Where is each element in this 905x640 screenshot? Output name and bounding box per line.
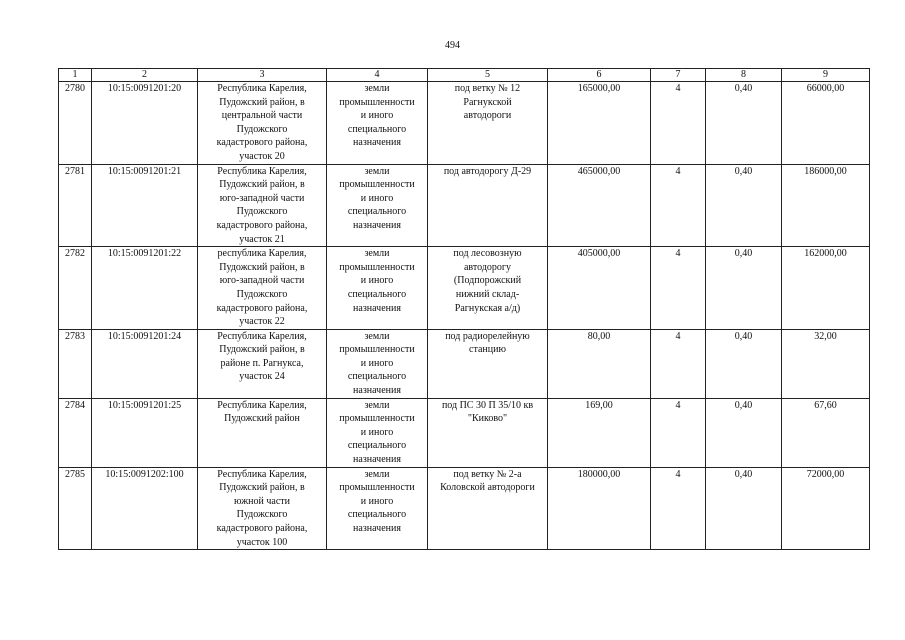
column-8-cell: 0,40 xyxy=(706,164,782,247)
land-category-cell xyxy=(327,329,428,398)
column-header: 6 xyxy=(548,69,651,82)
land-category-cell xyxy=(327,164,428,247)
cell-line: Пудожский район, в xyxy=(219,179,305,191)
cell-line: Пудожского xyxy=(236,123,288,135)
area-cell: 465000,00 xyxy=(548,164,651,247)
cell-line: Республика Карелия, xyxy=(217,468,307,480)
cell-line: южной части xyxy=(234,495,290,507)
cell-line: назначения xyxy=(353,454,401,466)
cell-line: кадастрового района, xyxy=(216,302,308,314)
cell-line: промышленности xyxy=(339,344,415,356)
cell-line: и иного xyxy=(360,192,394,204)
location-cell xyxy=(198,82,327,165)
area-cell: 405000,00 xyxy=(548,247,651,330)
cell-line: Рагнукская а/д) xyxy=(454,302,521,314)
cell-line: участок 22 xyxy=(239,316,285,328)
land-category-cell xyxy=(327,467,428,550)
cell-line: кадастрового района, xyxy=(216,523,308,534)
record-number-cell: 2781 xyxy=(59,164,92,247)
column-9-cell: 162000,00 xyxy=(782,247,870,330)
cadastral-number-cell: 10:15:0091201:25 xyxy=(92,398,198,467)
column-8-cell: 0,40 xyxy=(706,398,782,467)
land-category-cell xyxy=(327,398,428,467)
cell-line: Республика Карелия, xyxy=(217,330,307,342)
column-header: 1 xyxy=(59,69,92,82)
column-header: 4 xyxy=(327,69,428,82)
cell-line: станцию xyxy=(469,344,506,356)
cell-line: специального xyxy=(347,509,407,521)
column-header: 5 xyxy=(428,69,548,82)
column-7-cell: 4 xyxy=(651,398,706,467)
cell-line: и иного xyxy=(360,426,394,438)
cadastral-number-cell: 10:15:0091202:100 xyxy=(92,467,198,550)
cell-line: промышленности xyxy=(339,179,415,191)
permitted-use-cell xyxy=(428,82,548,165)
cell-line: под ветку № 12 xyxy=(454,83,521,94)
area-cell: 80,00 xyxy=(548,329,651,398)
cell-line: юго-западной части xyxy=(219,275,305,287)
cell-line: Республика Карелия, xyxy=(217,165,307,177)
location-cell xyxy=(198,398,327,467)
cell-line: Пудожский район, в xyxy=(219,96,305,108)
cell-line: Республика Карелия, xyxy=(217,83,307,94)
cell-line: назначения xyxy=(353,523,401,534)
cell-line: и иного xyxy=(360,110,394,122)
cell-line: Республика Карелия, xyxy=(217,399,307,411)
cell-line: назначения xyxy=(353,302,401,314)
table-row xyxy=(59,467,870,550)
cell-line: кадастрового района, xyxy=(216,137,308,149)
cell-line: земли xyxy=(364,248,390,260)
cell-line: Пудожский район, в xyxy=(219,344,305,356)
column-8-cell: 0,40 xyxy=(706,329,782,398)
permitted-use-cell xyxy=(428,329,548,398)
cell-line: специального xyxy=(347,371,407,383)
column-9-cell: 67,60 xyxy=(782,398,870,467)
cell-line: промышленности xyxy=(339,413,415,425)
cell-line: участок 100 xyxy=(236,536,288,548)
record-number-cell: 2780 xyxy=(59,82,92,165)
cell-line: земли xyxy=(364,468,390,480)
cell-line: автодороги xyxy=(463,110,512,122)
page-number: 494 xyxy=(445,40,460,51)
column-header: 7 xyxy=(651,69,706,82)
cell-line: Пудожского xyxy=(236,288,288,300)
column-8-cell: 0,40 xyxy=(706,247,782,330)
cell-line: Рагнукской xyxy=(463,96,512,108)
table-row xyxy=(59,247,870,330)
column-8-cell: 0,40 xyxy=(706,467,782,550)
land-category-cell xyxy=(327,247,428,330)
location-cell xyxy=(198,164,327,247)
column-header: 8 xyxy=(706,69,782,82)
column-header: 3 xyxy=(198,69,327,82)
permitted-use-cell xyxy=(428,247,548,330)
table-row xyxy=(59,82,870,165)
column-9-cell: 72000,00 xyxy=(782,467,870,550)
record-number-cell: 2783 xyxy=(59,329,92,398)
cell-line: под ветку № 2-а xyxy=(453,468,522,480)
record-number-cell: 2782 xyxy=(59,247,92,330)
column-header: 2 xyxy=(92,69,198,82)
permitted-use-cell xyxy=(428,398,548,467)
cell-line: промышленности xyxy=(339,482,415,494)
area-cell: 169,00 xyxy=(548,398,651,467)
cell-line: Пудожского xyxy=(236,509,288,521)
cell-line: автодорогу xyxy=(463,261,512,273)
cell-line: под ПС 30 П 35/10 кв xyxy=(441,399,534,411)
cell-line: земли xyxy=(364,399,390,411)
cell-line: и иного xyxy=(360,495,394,507)
column-9-cell: 186000,00 xyxy=(782,164,870,247)
column-7-cell: 4 xyxy=(651,329,706,398)
cell-line: под автодорогу Д-29 xyxy=(443,165,532,177)
cell-line: специального xyxy=(347,288,407,300)
location-cell xyxy=(198,329,327,398)
cell-line: земли xyxy=(364,83,390,94)
land-category-cell xyxy=(327,82,428,165)
permitted-use-cell xyxy=(428,164,548,247)
column-7-cell: 4 xyxy=(651,467,706,550)
column-9-cell: 32,00 xyxy=(782,329,870,398)
cell-line: под радиорелейную xyxy=(445,330,530,342)
column-7-cell: 4 xyxy=(651,82,706,165)
cell-line: земли xyxy=(364,330,390,342)
cell-line: районе п. Рагнукса, xyxy=(220,357,304,369)
cell-line: Коловской автодороги xyxy=(440,482,535,494)
cell-line: специального xyxy=(347,123,407,135)
cell-line: и иного xyxy=(360,275,394,287)
header-row xyxy=(59,69,870,82)
column-7-cell: 4 xyxy=(651,164,706,247)
cell-line: специального xyxy=(347,440,407,452)
cell-line: Пудожский район xyxy=(224,413,300,425)
cell-line: "Киково" xyxy=(467,413,508,425)
table-row xyxy=(59,398,870,467)
column-header: 9 xyxy=(782,69,870,82)
cell-line: специального xyxy=(347,206,407,218)
cell-line: назначения xyxy=(353,385,401,397)
cell-line: Пудожский район, в xyxy=(219,261,305,273)
cell-line: кадастрового района, xyxy=(216,219,308,231)
cell-line: Пудожский район, в xyxy=(219,482,305,494)
cell-line: промышленности xyxy=(339,261,415,273)
cell-line: участок 20 xyxy=(239,150,285,162)
cell-line: земли xyxy=(364,165,390,177)
area-cell: 165000,00 xyxy=(548,82,651,165)
location-cell xyxy=(198,467,327,550)
location-cell xyxy=(198,247,327,330)
cell-line: назначения xyxy=(353,137,401,149)
cadastral-number-cell: 10:15:0091201:21 xyxy=(92,164,198,247)
cell-line: участок 24 xyxy=(239,371,285,383)
cell-line: под лесовозную xyxy=(453,248,522,260)
cell-line: (Подпорожский xyxy=(453,275,522,287)
cell-line: центральной части xyxy=(221,110,303,122)
cell-line: и иного xyxy=(360,357,394,369)
column-9-cell: 66000,00 xyxy=(782,82,870,165)
cell-line: нижний склад- xyxy=(455,288,520,300)
cell-line: республика Карелия, xyxy=(217,248,307,260)
record-number-cell: 2785 xyxy=(59,467,92,550)
table-row xyxy=(59,164,870,247)
permitted-use-cell xyxy=(428,467,548,550)
cell-line: назначения xyxy=(353,219,401,231)
cadastral-number-cell: 10:15:0091201:24 xyxy=(92,329,198,398)
land-registry-table xyxy=(58,68,870,550)
cell-line: участок 21 xyxy=(239,233,285,245)
record-number-cell: 2784 xyxy=(59,398,92,467)
cell-line: Пудожского xyxy=(236,206,288,218)
cadastral-number-cell: 10:15:0091201:20 xyxy=(92,82,198,165)
area-cell: 180000,00 xyxy=(548,467,651,550)
column-7-cell: 4 xyxy=(651,247,706,330)
table-row xyxy=(59,329,870,398)
cell-line: промышленности xyxy=(339,96,415,108)
column-8-cell: 0,40 xyxy=(706,82,782,165)
cell-line: юго-западной части xyxy=(219,192,305,204)
cadastral-number-cell: 10:15:0091201:22 xyxy=(92,247,198,330)
